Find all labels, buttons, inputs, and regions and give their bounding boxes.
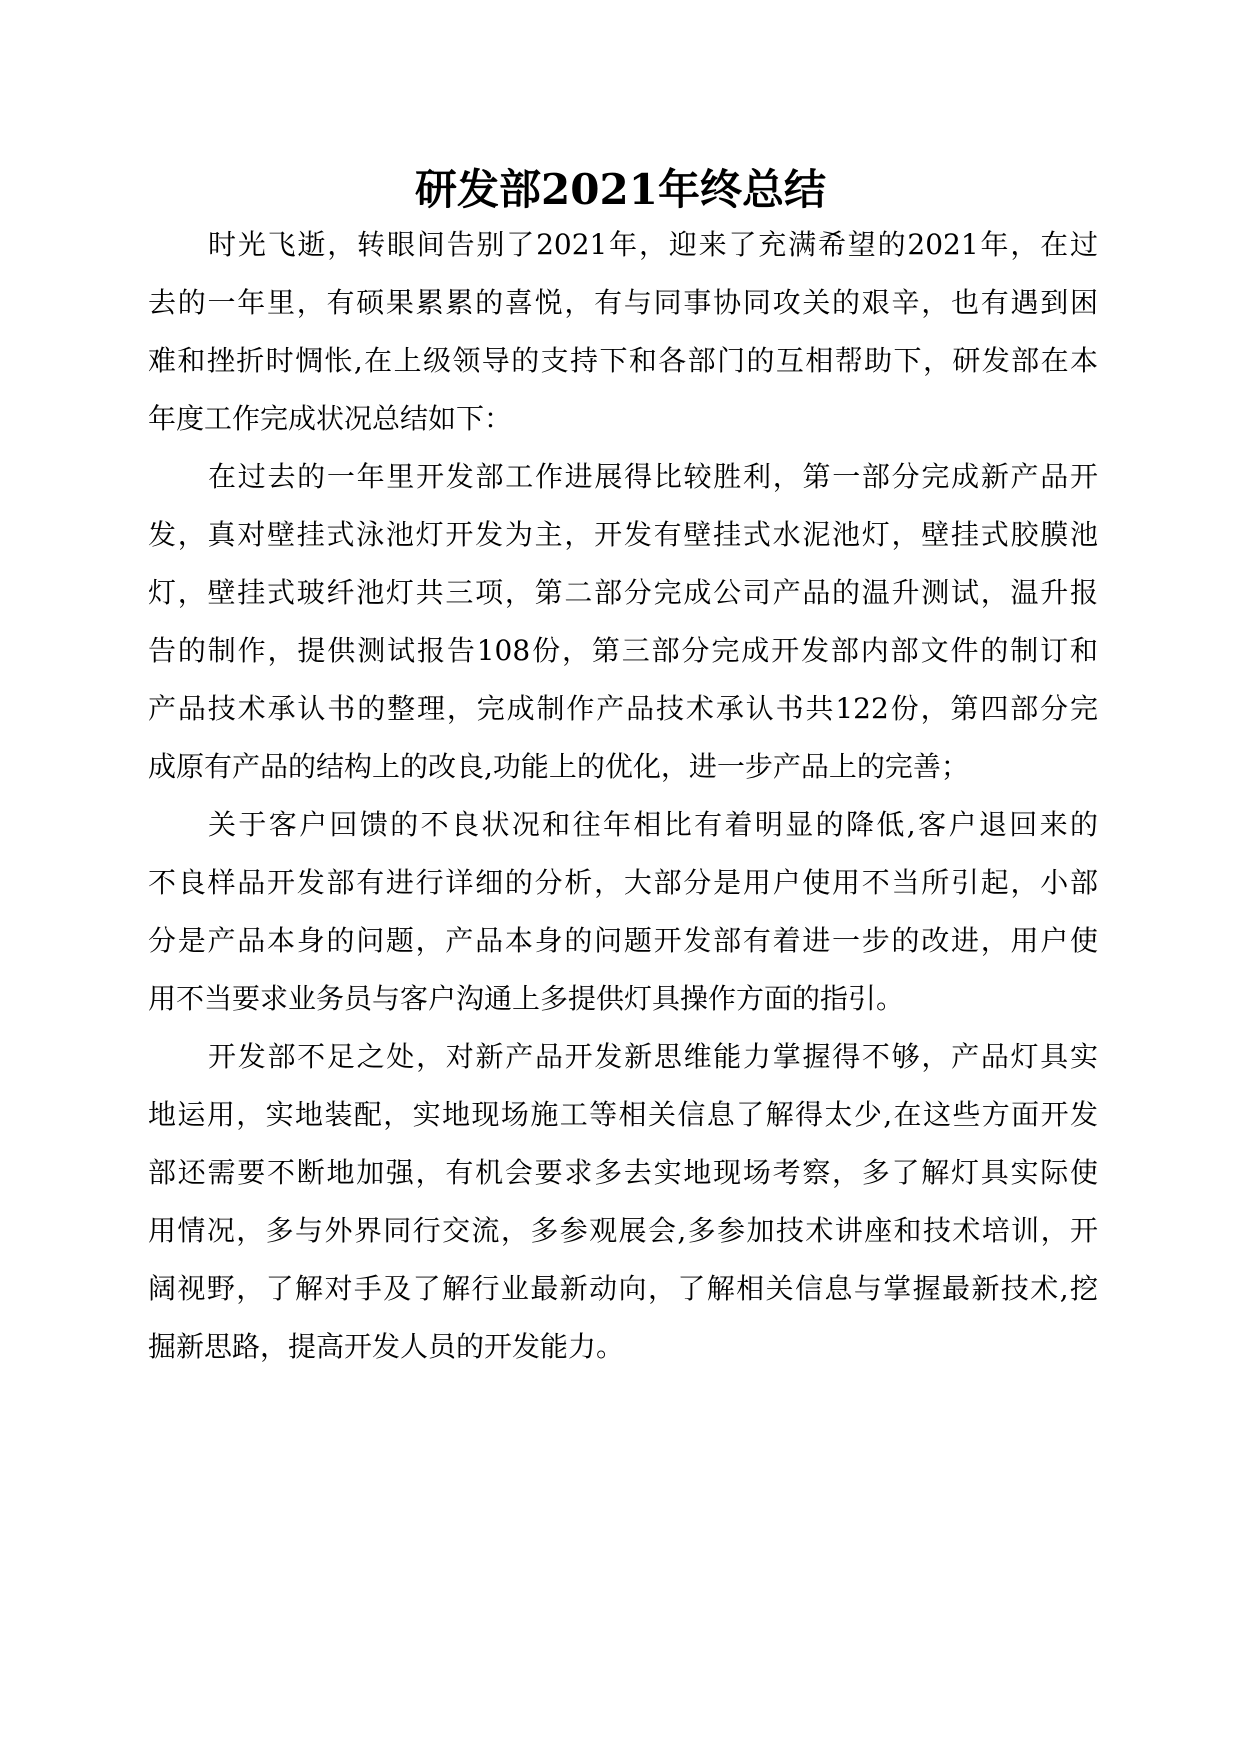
document-title: 研发部2021年终总结 [415,165,826,214]
text-line: 在过去的一年里开发部工作进展得比较胜利，第一部分完成新产品开 [208,460,1098,493]
text-line: 不良样品开发部有进行详细的分析，大部分是用户使用不当所引起，小部 [148,866,1098,899]
text-line: 产品技术承认书的整理，完成制作产品技术承认书共122份，第四部分完 [148,692,1098,725]
text-line: 灯，壁挂式玻纤池灯共三项，第二部分完成公司产品的温升测试，温升报 [148,576,1098,609]
text-line: 开发部不足之处，对新产品开发新思维能力掌握得不够，产品灯具实 [208,1040,1098,1073]
paragraph-1 [148,216,1098,448]
paragraph-3 [148,796,1098,1028]
text-line: 时光飞逝，转眼间告别了2021年，迎来了充满希望的2021年，在过 [208,228,1098,261]
text-line: 分是产品本身的问题，产品本身的问题开发部有着进一步的改进，用户使 [148,924,1098,957]
text-line: 部还需要不断地加强，有机会要求多去实地现场考察，多了解灯具实际使 [148,1156,1098,1189]
text-line: 用不当要求业务员与客户沟通上多提供灯具操作方面的指引。 [148,982,905,1015]
text-line: 地运用，实地装配，实地现场施工等相关信息了解得太少,在这些方面开发 [148,1098,1098,1131]
text-line: 告的制作，提供测试报告108份，第三部分完成开发部内部文件的制订和 [148,634,1098,667]
text-line: 发，真对壁挂式泳池灯开发为主，开发有壁挂式水泥池灯，壁挂式胶膜池 [148,518,1098,551]
paragraph-4 [148,1028,1098,1376]
text-line: 阔视野，了解对手及了解行业最新动向，了解相关信息与掌握最新技术,挖 [148,1272,1098,1305]
paragraph-2 [148,448,1098,796]
text-line: 去的一年里，有硕果累累的喜悦，有与同事协同攻关的艰辛，也有遇到困 [148,286,1098,319]
text-line: 用情况，多与外界同行交流，多参观展会,多参加技术讲座和技术培训，开 [148,1214,1098,1247]
text-line: 难和挫折时惆怅,在上级领导的支持下和各部门的互相帮助下，研发部在本 [148,344,1098,377]
text-line: 掘新思路，提高开发人员的开发能力。 [148,1330,625,1363]
text-line: 成原有产品的结构上的改良,功能上的优化，进一步产品上的完善； [148,750,969,783]
text-line: 关于客户回馈的不良状况和往年相比有着明显的降低,客户退回来的 [208,808,1098,841]
document-body [148,216,1098,1376]
text-line: 年度工作完成状况总结如下： [148,402,513,435]
